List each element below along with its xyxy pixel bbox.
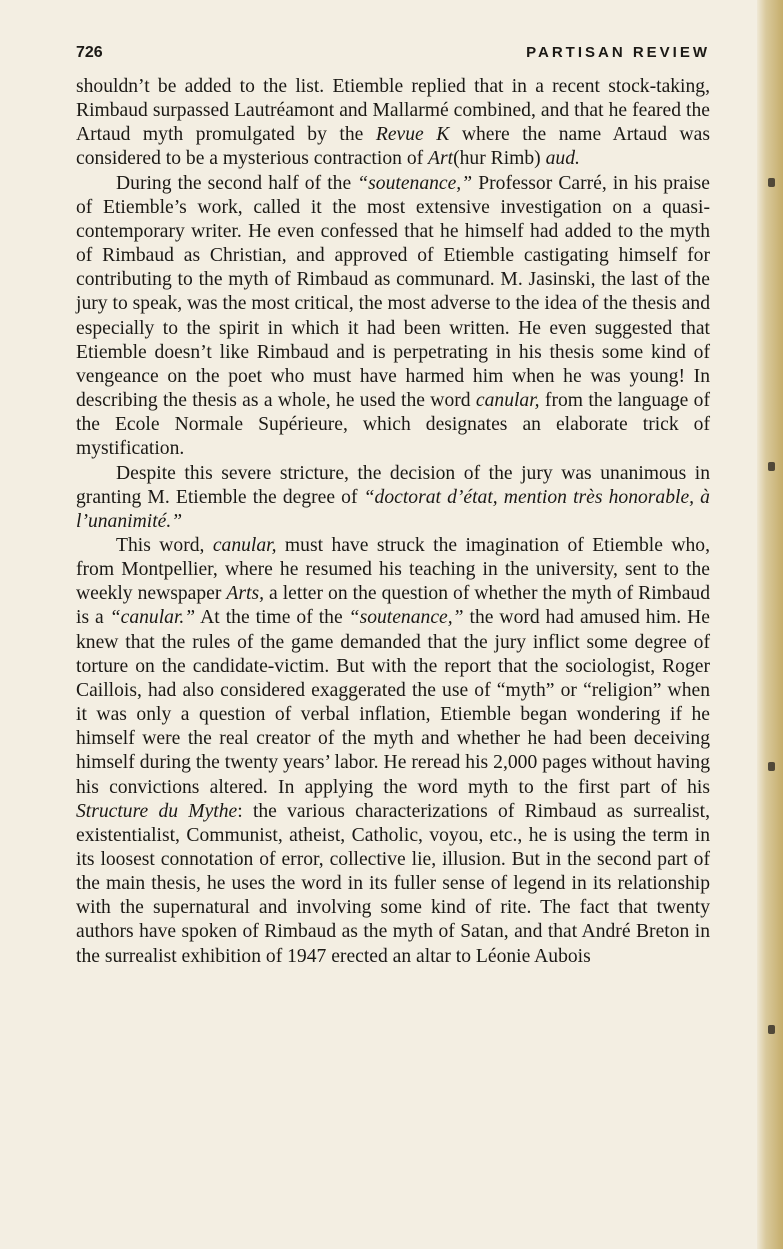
italic-run: “soutenance,” — [348, 607, 464, 629]
body-text — [76, 75, 710, 969]
text-run: a letter on the question of whether the myth of Rimbaud is a — [76, 583, 710, 629]
italic-run: aud. — [545, 148, 580, 170]
text-run: shouldn’t be added to the list. Etiemble replied that in a recent stock-taking, Rimbaud surpassed Lautréamont and Mallarmé combined, and that he feared the Artaud myth promulgated by the — [76, 76, 710, 146]
text-run: Professor Carré, in his praise of Etiemble’s work, called it the most extensive investigation on a quasi-contemporary writer. He even confessed that he himself had added to the myth of Rimbaud as Christian, and approved of Etiemble castigating himself for contributing to the myth of Rimbaud as communard. M. Jasinski, the last of the jury to speak, was the most critical, the most adverse to the idea of the thesis and especially to the spirit in which it had been written. He even suggested that Etiemble doesn’t like Rimbaud and is perpetrating in his thesis some kind of vengeance on the poet who must have harmed him when he was young! In describing the thesis as a whole, he used the word — [76, 172, 710, 412]
text-run: During the second half of the — [116, 172, 358, 194]
text-run: where the name Artaud was considered to be a mysterious contraction of — [76, 124, 710, 170]
text-run: Despite this severe stricture, the decision of the jury was unanimous in granting M. Etiemble the degree of — [76, 462, 710, 508]
italic-run: canular, — [475, 390, 540, 412]
margin-mark — [768, 462, 775, 471]
italic-run: Art — [428, 148, 454, 170]
page-number: 726 — [76, 44, 103, 61]
paragraph — [76, 172, 710, 462]
text-run: : the various characterizations of Rimbaud as surrealist, existentialist, Communist, atheist, Catholic, voyou, etc., he is using the term in its loosest connotation of error, collective lie, illusion. But in the second part of the main thesis, he uses the word in its fuller sense of legend in its relationship with the supernatural and involving some kind of rite. The fact that twenty authors have spoken of Rimbaud as the myth of Satan, and that André Breton in the surrealist exhibition of 1947 erected an altar to Léonie Aubois — [76, 800, 710, 967]
paragraph — [76, 534, 710, 969]
text-run: This word, — [116, 534, 213, 556]
page-header — [76, 44, 710, 68]
running-head: PARTISAN REVIEW — [526, 44, 710, 61]
paragraph — [76, 462, 710, 534]
text-run: (hur Rimb) — [453, 148, 541, 170]
italic-run: “soutenance,” — [357, 172, 473, 194]
margin-mark — [768, 762, 775, 771]
italic-run: Arts, — [226, 583, 264, 605]
text-run: from the language of the Ecole Normale Supérieure, which designates an elaborate trick of mystification. — [76, 390, 710, 460]
margin-mark — [768, 1025, 775, 1034]
page-edge — [757, 0, 783, 1249]
text-run: the word had amused him. He knew that the rules of the game demanded that the jury inflict some degree of torture on the candidate-victim. But with the report that the sociologist, Roger Caillois, had also considered exaggerated the use of “myth” or “religion” when it was only a question of verbal inflation, Etiemble began wondering if he himself were the real creator of the myth and whether he had been deceiving himself during the twenty years’ labor. He reread his 2,000 pages without having his convictions altered. In applying the word myth to the first part of his — [76, 607, 710, 798]
text-run: must have struck the imagination of Etiemble who, from Montpellier, where he resumed his teaching in the university, sent to the weekly newspaper — [76, 534, 710, 605]
italic-run: Revue K — [375, 124, 450, 146]
paragraph — [76, 75, 710, 172]
text-run: At the time of the — [195, 607, 349, 629]
margin-mark — [768, 178, 775, 187]
italic-run: canular, — [212, 534, 277, 556]
italic-run: Structure du Mythe — [76, 800, 238, 822]
italic-run: “doctorat d’état, mention très honorable, à l’unanimité.” — [76, 486, 710, 532]
italic-run: “canular.” — [109, 607, 196, 629]
